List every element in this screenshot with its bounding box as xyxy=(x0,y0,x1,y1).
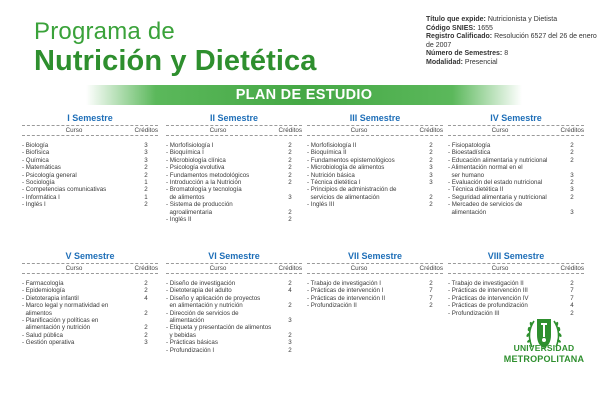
course-row xyxy=(307,157,443,164)
course-name: - Prácticas básicas xyxy=(166,339,218,347)
course-list xyxy=(307,280,443,310)
course-credits: 4 xyxy=(570,302,574,310)
course-name: alimentación xyxy=(448,208,487,216)
semester-title: IV Semestre xyxy=(490,113,542,123)
course-row xyxy=(166,295,302,302)
course-credits: 3 xyxy=(288,317,292,325)
course-credits: 1 xyxy=(144,193,148,201)
semester-4 xyxy=(448,113,584,216)
course-header: Curso xyxy=(350,127,368,134)
course-credits: 2 xyxy=(144,309,148,317)
course-row xyxy=(448,179,584,186)
course-name: - Introducción a la Nutrición xyxy=(166,179,242,187)
course-row xyxy=(307,179,443,186)
course-name: - Fundamentos metodológicos xyxy=(166,171,250,179)
course-credits: 4 xyxy=(288,287,292,295)
course-credits xyxy=(419,186,443,193)
semester-title: VIII Semestre xyxy=(487,251,545,261)
semester-title: VII Semestre xyxy=(347,251,403,261)
course-credits xyxy=(278,310,302,317)
study-plan-title: PLAN DE ESTUDIO xyxy=(235,87,373,103)
course-credits: 2 xyxy=(570,193,574,201)
course-name: y bebidas xyxy=(166,331,196,339)
course-name: - Morfofisiología II xyxy=(307,142,357,149)
course-credits: 2 xyxy=(288,331,292,339)
course-name: - Profundización III xyxy=(448,309,500,317)
course-credits: 2 xyxy=(288,156,292,164)
course-row xyxy=(22,179,158,186)
course-header: Curso xyxy=(350,265,368,272)
course-row xyxy=(22,194,158,201)
course-row xyxy=(166,347,302,354)
course-row xyxy=(448,287,584,294)
course-row xyxy=(166,287,302,294)
course-name: - Dietoterapia infantil xyxy=(22,294,79,302)
credits-header: Créditos xyxy=(560,127,584,134)
course-row xyxy=(22,302,158,309)
course-name: - Salud pública xyxy=(22,331,63,339)
course-row xyxy=(166,201,302,208)
course-credits: 3 xyxy=(429,179,433,187)
course-name: - Gestión operativa xyxy=(22,339,75,347)
course-credits: 2 xyxy=(429,201,433,209)
course-credits: 2 xyxy=(429,193,433,201)
info-modality: Modalidad: Presencial xyxy=(426,58,498,66)
course-name: - Inglés II xyxy=(166,216,192,224)
semester-6 xyxy=(166,251,302,354)
course-row xyxy=(307,142,443,149)
course-name: - Psicología evolutiva xyxy=(166,164,225,172)
course-row xyxy=(22,317,158,324)
course-row xyxy=(307,186,443,193)
course-credits: 2 xyxy=(288,346,292,354)
course-row xyxy=(166,332,302,339)
course-row xyxy=(166,142,302,149)
course-row xyxy=(166,339,302,346)
course-credits: 2 xyxy=(570,149,574,157)
course-row xyxy=(307,287,443,294)
course-row xyxy=(448,186,584,193)
course-header: Curso xyxy=(209,127,227,134)
course-row xyxy=(22,295,158,302)
course-name: - Profundización II xyxy=(307,302,357,310)
semester-3 xyxy=(307,113,443,209)
semester-column-headers xyxy=(307,263,443,274)
course-name: - Principios de administración de xyxy=(307,186,397,194)
course-credits: 3 xyxy=(570,171,574,179)
course-name: alimentación y nutrición xyxy=(22,324,91,332)
course-credits: 3 xyxy=(429,171,433,179)
course-name: - Bioestadística xyxy=(448,149,491,157)
course-credits xyxy=(560,164,584,171)
course-credits: 2 xyxy=(570,142,574,149)
course-name: - Prácticas de intervención I xyxy=(307,287,384,295)
course-name: - Inglés I xyxy=(22,201,46,209)
course-list xyxy=(166,142,302,223)
course-row xyxy=(448,209,584,216)
course-name: en alimentación y nutrición xyxy=(166,302,243,310)
course-credits: 2 xyxy=(144,287,148,295)
semester-title: II Semestre xyxy=(209,113,259,123)
course-credits: 2 xyxy=(288,142,292,149)
course-credits: 1 xyxy=(144,179,148,187)
course-name: - Prácticas de intervención III xyxy=(448,287,528,295)
course-credits xyxy=(278,186,302,193)
course-credits: 2 xyxy=(144,164,148,172)
course-credits: 2 xyxy=(288,216,292,224)
course-credits: 2 xyxy=(429,142,433,149)
info-snies: Código SNIES: 1655 xyxy=(426,24,493,32)
course-credits xyxy=(278,201,302,208)
course-header: Curso xyxy=(491,265,509,272)
course-credits xyxy=(278,295,302,302)
course-name: - Educación alimentaria y nutricional xyxy=(448,156,548,164)
course-row xyxy=(22,149,158,156)
course-name: alimentos xyxy=(22,309,52,317)
course-row xyxy=(307,201,443,208)
course-credits: 2 xyxy=(288,179,292,187)
course-name: - Inglés III xyxy=(307,201,335,209)
program-info xyxy=(426,16,598,68)
course-credits: 2 xyxy=(570,309,574,317)
course-name: - Trabajo de investigación II xyxy=(448,280,524,287)
course-list xyxy=(307,142,443,209)
course-header: Curso xyxy=(65,127,83,134)
course-name: - Planificación y políticas en xyxy=(22,317,99,325)
course-credits: 3 xyxy=(429,164,433,172)
course-name: - Profundización I xyxy=(166,346,215,354)
course-credits: 2 xyxy=(570,179,574,187)
course-row xyxy=(22,157,158,164)
course-row xyxy=(22,142,158,149)
course-name: ser humano xyxy=(448,171,485,179)
course-credits: 2 xyxy=(429,149,433,157)
university-name-line1: UNIVERSIDAD xyxy=(513,343,575,353)
course-credits: 2 xyxy=(144,331,148,339)
study-plan-banner xyxy=(86,85,522,105)
credits-header: Créditos xyxy=(278,265,302,272)
course-row xyxy=(166,164,302,171)
semester-column-headers xyxy=(166,125,302,136)
course-row xyxy=(448,172,584,179)
course-row xyxy=(307,164,443,171)
info-semesters: Número de Semestres: 8 xyxy=(426,50,509,58)
course-credits: 2 xyxy=(144,171,148,179)
course-name: servicios de alimentación xyxy=(307,193,380,201)
course-name: - Evaluación del estado nutricional xyxy=(448,179,543,187)
course-name: - Biología xyxy=(22,142,49,149)
course-row xyxy=(22,324,158,331)
course-row xyxy=(22,287,158,294)
course-name: - Técnica dietética II xyxy=(448,186,504,194)
course-credits: 2 xyxy=(288,302,292,310)
course-row xyxy=(307,280,443,287)
course-row xyxy=(166,172,302,179)
semester-7 xyxy=(307,251,443,310)
course-name: - Prácticas de intervención II xyxy=(307,294,386,302)
course-list xyxy=(166,280,302,354)
course-credits: 4 xyxy=(144,294,148,302)
course-credits xyxy=(134,302,158,309)
program-title-prefix: Programa de xyxy=(34,18,175,45)
semester-column-headers xyxy=(166,263,302,274)
course-name: alimentación xyxy=(166,317,205,325)
course-name: - Fundamentos epistemológicos xyxy=(307,156,395,164)
course-name: - Prácticas de profundización xyxy=(448,302,528,310)
course-credits: 7 xyxy=(429,294,433,302)
course-row xyxy=(22,339,158,346)
course-row xyxy=(166,149,302,156)
semester-title: III Semestre xyxy=(349,113,401,123)
program-title: Nutrición y Dietética xyxy=(34,45,317,77)
course-credits xyxy=(560,201,584,208)
course-row xyxy=(22,310,158,317)
course-credits: 7 xyxy=(570,287,574,295)
course-row xyxy=(448,280,584,287)
course-credits xyxy=(134,317,158,324)
course-row xyxy=(448,157,584,164)
course-row xyxy=(22,164,158,171)
course-name: - Técnica dietética I xyxy=(307,179,361,187)
semester-2 xyxy=(166,113,302,223)
credits-header: Créditos xyxy=(560,265,584,272)
course-credits: 2 xyxy=(429,280,433,287)
course-name: - Epidemiología xyxy=(22,287,65,295)
course-name: - Fisiopatología xyxy=(448,142,491,149)
course-name: - Alimentación normal en el xyxy=(448,164,523,172)
course-row xyxy=(166,194,302,201)
credits-header: Créditos xyxy=(419,265,443,272)
course-list xyxy=(22,280,158,347)
course-list xyxy=(448,142,584,216)
semester-column-headers xyxy=(448,125,584,136)
course-name: - Dietoterapia del adulto xyxy=(166,287,232,295)
course-credits: 3 xyxy=(288,193,292,201)
course-credits: 3 xyxy=(144,339,148,347)
course-name: - Informática I xyxy=(22,193,60,201)
course-name: - Nutrición básica xyxy=(307,171,355,179)
course-name: - Sociología xyxy=(22,179,55,187)
course-row xyxy=(307,149,443,156)
course-name: - Bioquímica I xyxy=(166,149,204,157)
course-credits: 3 xyxy=(144,142,148,149)
course-credits: 2 xyxy=(288,208,292,216)
credits-header: Créditos xyxy=(419,127,443,134)
course-credits: 2 xyxy=(144,201,148,209)
course-credits: 2 xyxy=(288,164,292,172)
semester-column-headers xyxy=(22,125,158,136)
course-row xyxy=(307,172,443,179)
semester-5 xyxy=(22,251,158,347)
semester-title: I Semestre xyxy=(67,113,113,123)
course-credits: 3 xyxy=(570,186,574,194)
course-name: agroalimentaria xyxy=(166,208,213,216)
course-name: - Biofísica xyxy=(22,149,50,157)
course-row xyxy=(166,302,302,309)
course-name: - Mercadeo de servicios de xyxy=(448,201,523,209)
semester-column-headers xyxy=(22,263,158,274)
course-credits: 2 xyxy=(288,149,292,157)
course-credits xyxy=(278,324,302,331)
course-name: - Etiqueta y presentación de alimentos xyxy=(166,324,272,332)
university-name-line2: METROPOLITANA xyxy=(503,354,585,364)
course-credits: 2 xyxy=(144,186,148,194)
course-credits: 2 xyxy=(288,280,292,287)
course-name: - Microbiología clínica xyxy=(166,156,226,164)
course-name: - Diseño de investigación xyxy=(166,280,236,287)
course-credits: 2 xyxy=(570,156,574,164)
credits-header: Créditos xyxy=(134,127,158,134)
credits-header: Créditos xyxy=(134,265,158,272)
course-row xyxy=(166,157,302,164)
course-row xyxy=(448,149,584,156)
course-row xyxy=(22,172,158,179)
course-name: - Dirección de servicios de xyxy=(166,309,239,317)
course-credits: 2 xyxy=(144,324,148,332)
course-row xyxy=(448,142,584,149)
course-row xyxy=(448,201,584,208)
course-header: Curso xyxy=(209,265,227,272)
course-credits: 3 xyxy=(288,339,292,347)
course-row xyxy=(22,186,158,193)
course-row xyxy=(166,209,302,216)
course-name: - Bromatología y tecnología xyxy=(166,186,242,194)
semester-title: V Semestre xyxy=(65,251,115,261)
course-name: - Química xyxy=(22,156,49,164)
course-credits: 3 xyxy=(144,156,148,164)
course-name: - Morfofisiología I xyxy=(166,142,214,149)
course-credits: 2 xyxy=(429,302,433,310)
course-name: - Competencias comunicativas xyxy=(22,186,107,194)
course-row xyxy=(307,194,443,201)
semester-column-headers xyxy=(448,263,584,274)
course-name: - Diseño y aplicación de proyectos xyxy=(166,294,261,302)
course-row xyxy=(166,317,302,324)
credits-header: Créditos xyxy=(278,127,302,134)
course-name: - Prácticas de intervención IV xyxy=(448,294,529,302)
course-credits: 7 xyxy=(570,294,574,302)
course-credits: 2 xyxy=(429,156,433,164)
course-name: - Psicología general xyxy=(22,171,77,179)
course-row xyxy=(448,164,584,171)
semester-title: VI Semestre xyxy=(208,251,260,261)
course-header: Curso xyxy=(65,265,83,272)
course-credits: 3 xyxy=(570,208,574,216)
course-row xyxy=(307,295,443,302)
course-name: - Trabajo de investigación I xyxy=(307,280,381,287)
course-row xyxy=(307,302,443,309)
course-credits: 7 xyxy=(429,287,433,295)
course-row xyxy=(166,310,302,317)
info-degree: Título que expide: Nutricionista y Dietista xyxy=(426,16,558,23)
course-name: - Marco legal y normatividad en xyxy=(22,302,109,310)
course-name: - Matemáticas xyxy=(22,164,61,172)
semester-1 xyxy=(22,113,158,209)
course-row xyxy=(166,216,302,223)
course-row xyxy=(166,179,302,186)
info-registration: Registro Calificado: Resolución 6527 del 26 de enero de 2007 xyxy=(426,33,597,49)
course-row xyxy=(448,194,584,201)
course-row xyxy=(22,280,158,287)
course-row xyxy=(166,186,302,193)
course-row xyxy=(166,324,302,331)
course-credits: 3 xyxy=(144,149,148,157)
course-name: de alimentos xyxy=(166,193,205,201)
course-credits: 2 xyxy=(144,280,148,287)
course-row xyxy=(22,201,158,208)
course-credits: 2 xyxy=(570,280,574,287)
course-name: - Microbiología de alimentos xyxy=(307,164,385,172)
course-row xyxy=(448,295,584,302)
course-name: - Seguridad alimentaria y nutricional xyxy=(448,193,547,201)
course-row xyxy=(166,280,302,287)
course-name: - Bioquímica II xyxy=(307,149,347,157)
course-credits: 2 xyxy=(288,171,292,179)
course-list xyxy=(22,142,158,209)
course-row xyxy=(22,332,158,339)
course-name: - Sistema de producción xyxy=(166,201,233,209)
course-name: - Farmacología xyxy=(22,280,64,287)
course-header: Curso xyxy=(491,127,509,134)
semester-column-headers xyxy=(307,125,443,136)
